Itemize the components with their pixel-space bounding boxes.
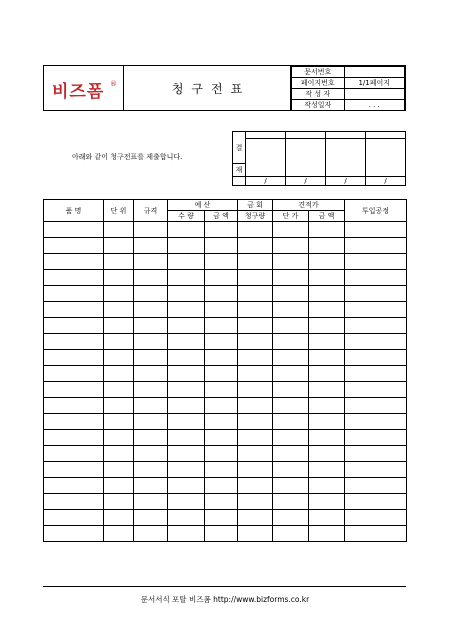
table-cell[interactable] — [238, 254, 273, 270]
table-cell[interactable] — [205, 478, 238, 494]
table-cell[interactable] — [273, 494, 309, 510]
table-cell[interactable] — [168, 446, 205, 462]
table-row — [44, 398, 407, 414]
approval-title-cell[interactable] — [326, 132, 366, 139]
approval-date-cell[interactable]: / — [246, 177, 286, 186]
table-cell[interactable] — [205, 334, 238, 350]
table-cell[interactable] — [273, 382, 309, 398]
table-cell[interactable] — [168, 414, 205, 430]
footer-divider — [43, 586, 406, 587]
table-cell[interactable] — [238, 270, 273, 286]
table-cell[interactable] — [205, 494, 238, 510]
table-cell[interactable] — [44, 398, 104, 414]
table-cell[interactable] — [104, 222, 134, 238]
table-cell[interactable] — [238, 350, 273, 366]
table-cell[interactable] — [309, 446, 345, 462]
table-cell[interactable] — [44, 270, 104, 286]
table-cell[interactable] — [44, 238, 104, 254]
table-cell[interactable] — [168, 238, 205, 254]
table-cell[interactable] — [238, 398, 273, 414]
table-cell[interactable] — [273, 446, 309, 462]
table-cell[interactable] — [345, 446, 407, 462]
table-cell[interactable] — [205, 398, 238, 414]
table-cell[interactable] — [309, 366, 345, 382]
table-cell[interactable] — [309, 526, 345, 542]
table-cell[interactable] — [273, 510, 309, 526]
form-header — [43, 65, 406, 111]
table-cell[interactable] — [104, 494, 134, 510]
table-row — [44, 366, 407, 382]
table-cell[interactable] — [273, 286, 309, 302]
table-cell[interactable] — [309, 430, 345, 446]
table-cell[interactable] — [309, 334, 345, 350]
table-cell[interactable] — [104, 414, 134, 430]
table-cell[interactable] — [273, 270, 309, 286]
table-cell[interactable] — [273, 238, 309, 254]
approval-date-cell[interactable]: / — [286, 177, 326, 186]
table-cell[interactable] — [168, 366, 205, 382]
table-cell[interactable] — [205, 270, 238, 286]
table-cell[interactable] — [238, 462, 273, 478]
approval-date-cell[interactable]: / — [366, 177, 406, 186]
table-cell[interactable] — [345, 494, 407, 510]
table-cell[interactable] — [104, 478, 134, 494]
approval-label-top: 결 — [233, 132, 246, 164]
table-cell[interactable] — [104, 334, 134, 350]
table-cell[interactable] — [273, 318, 309, 334]
table-cell[interactable] — [134, 510, 168, 526]
table-cell[interactable] — [238, 526, 273, 542]
table-cell[interactable] — [44, 446, 104, 462]
table-cell[interactable] — [134, 254, 168, 270]
table-cell[interactable] — [238, 478, 273, 494]
header-estimate: 견적가 — [273, 200, 345, 211]
table-cell[interactable] — [309, 270, 345, 286]
table-cell[interactable] — [104, 286, 134, 302]
table-cell[interactable] — [345, 318, 407, 334]
table-cell[interactable] — [309, 254, 345, 270]
table-cell[interactable] — [273, 334, 309, 350]
table-cell[interactable] — [345, 526, 407, 542]
table-cell[interactable] — [44, 510, 104, 526]
info-label-doc-number: 문서번호 — [292, 67, 345, 78]
table-cell[interactable] — [345, 510, 407, 526]
table-cell[interactable] — [168, 302, 205, 318]
table-cell[interactable] — [345, 478, 407, 494]
table-row — [44, 382, 407, 398]
table-cell[interactable] — [238, 446, 273, 462]
approval-label-bottom: 재 — [233, 164, 246, 177]
header-spec: 규격 — [134, 200, 168, 222]
table-cell[interactable] — [345, 462, 407, 478]
info-value-date[interactable]: . . . — [344, 100, 404, 111]
table-cell[interactable] — [104, 350, 134, 366]
table-cell[interactable] — [168, 430, 205, 446]
table-cell[interactable] — [205, 366, 238, 382]
header-request: 금 회 — [238, 200, 273, 211]
table-cell[interactable] — [104, 382, 134, 398]
table-cell[interactable] — [168, 478, 205, 494]
table-cell[interactable] — [309, 382, 345, 398]
table-cell[interactable] — [345, 350, 407, 366]
info-value-author[interactable] — [344, 89, 404, 100]
table-cell[interactable] — [273, 462, 309, 478]
table-cell[interactable] — [44, 302, 104, 318]
registered-mark: ® — [110, 80, 117, 88]
table-cell[interactable] — [205, 350, 238, 366]
table-cell[interactable] — [238, 382, 273, 398]
table-cell[interactable] — [168, 382, 205, 398]
table-cell[interactable] — [134, 446, 168, 462]
logo-area — [44, 66, 124, 110]
info-value-page-number[interactable]: 1/1페이지 — [344, 78, 404, 89]
approval-title-cell[interactable] — [246, 132, 286, 139]
table-cell[interactable] — [44, 286, 104, 302]
table-cell[interactable] — [238, 414, 273, 430]
table-cell[interactable] — [345, 382, 407, 398]
table-cell[interactable] — [238, 430, 273, 446]
table-cell[interactable] — [134, 462, 168, 478]
table-cell[interactable] — [309, 398, 345, 414]
table-cell[interactable] — [345, 398, 407, 414]
table-cell[interactable] — [309, 302, 345, 318]
table-row — [44, 526, 407, 542]
table-cell[interactable] — [205, 302, 238, 318]
table-cell[interactable] — [104, 270, 134, 286]
table-cell[interactable] — [205, 254, 238, 270]
table-cell[interactable] — [205, 526, 238, 542]
table-cell[interactable] — [273, 414, 309, 430]
table-cell[interactable] — [134, 270, 168, 286]
table-cell[interactable] — [44, 366, 104, 382]
header-estimate-amount: 금 액 — [309, 211, 345, 222]
table-row — [44, 254, 407, 270]
table-cell[interactable] — [134, 382, 168, 398]
table-cell[interactable] — [44, 334, 104, 350]
table-cell[interactable] — [168, 510, 205, 526]
table-cell[interactable] — [345, 366, 407, 382]
table-cell[interactable] — [309, 350, 345, 366]
table-cell[interactable] — [238, 510, 273, 526]
table-cell[interactable] — [44, 462, 104, 478]
table-cell[interactable] — [44, 526, 104, 542]
table-cell[interactable] — [309, 286, 345, 302]
table-cell[interactable] — [134, 350, 168, 366]
document-title: 청구전표 — [124, 66, 291, 110]
table-cell[interactable] — [134, 430, 168, 446]
table-cell[interactable] — [273, 478, 309, 494]
header-process: 투입공정 — [345, 200, 407, 222]
table-cell[interactable] — [205, 414, 238, 430]
table-cell[interactable] — [134, 398, 168, 414]
table-cell[interactable] — [309, 494, 345, 510]
table-cell[interactable] — [238, 318, 273, 334]
approval-spacer — [233, 177, 246, 186]
table-cell[interactable] — [104, 446, 134, 462]
info-label-author: 작 성 자 — [292, 89, 345, 100]
table-cell[interactable] — [345, 254, 407, 270]
table-cell[interactable] — [309, 222, 345, 238]
table-cell[interactable] — [134, 526, 168, 542]
table-cell[interactable] — [205, 430, 238, 446]
table-cell[interactable] — [205, 318, 238, 334]
table-cell[interactable] — [168, 398, 205, 414]
footer-text: 문서서식 포탈 비즈폼 http://www.bizforms.co.kr — [140, 595, 310, 604]
table-cell[interactable] — [44, 382, 104, 398]
approval-sign-cell[interactable] — [366, 139, 406, 177]
table-cell[interactable] — [205, 510, 238, 526]
table-row — [44, 494, 407, 510]
table-cell[interactable] — [104, 238, 134, 254]
table-row — [44, 446, 407, 462]
table-cell[interactable] — [205, 462, 238, 478]
table-cell[interactable] — [168, 334, 205, 350]
approval-date-cell[interactable]: / — [326, 177, 366, 186]
table-cell[interactable] — [238, 366, 273, 382]
table-cell[interactable] — [238, 222, 273, 238]
table-cell[interactable] — [238, 238, 273, 254]
table-cell[interactable] — [309, 478, 345, 494]
approval-sign-cell[interactable] — [326, 139, 366, 177]
header-unit: 단 위 — [104, 200, 134, 222]
table-cell[interactable] — [134, 302, 168, 318]
table-cell[interactable] — [134, 478, 168, 494]
table-cell[interactable] — [168, 222, 205, 238]
table-cell[interactable] — [205, 382, 238, 398]
table-cell[interactable] — [168, 526, 205, 542]
table-cell[interactable] — [345, 286, 407, 302]
table-cell[interactable] — [345, 238, 407, 254]
table-cell[interactable] — [205, 222, 238, 238]
table-cell[interactable] — [273, 350, 309, 366]
table-cell[interactable] — [238, 334, 273, 350]
table-cell[interactable] — [134, 222, 168, 238]
table-cell[interactable] — [134, 238, 168, 254]
table-cell[interactable] — [345, 302, 407, 318]
table-cell[interactable] — [168, 270, 205, 286]
approval-sign-cell[interactable] — [286, 139, 326, 177]
info-label-page-number: 페이지번호 — [292, 78, 345, 89]
table-cell[interactable] — [273, 302, 309, 318]
table-cell[interactable] — [238, 302, 273, 318]
table-cell[interactable] — [273, 254, 309, 270]
table-cell[interactable] — [168, 254, 205, 270]
table-cell[interactable] — [104, 254, 134, 270]
table-cell[interactable] — [104, 318, 134, 334]
table-row — [44, 238, 407, 254]
table-cell[interactable] — [273, 398, 309, 414]
table-cell[interactable] — [168, 318, 205, 334]
table-cell[interactable] — [345, 430, 407, 446]
info-value-doc-number[interactable] — [344, 67, 404, 78]
table-row — [44, 222, 407, 238]
table-cell[interactable] — [345, 414, 407, 430]
table-row — [44, 270, 407, 286]
table-cell[interactable] — [44, 350, 104, 366]
table-cell[interactable] — [134, 494, 168, 510]
approval-box — [232, 131, 406, 186]
table-cell[interactable] — [309, 238, 345, 254]
table-row — [44, 318, 407, 334]
table-cell[interactable] — [273, 366, 309, 382]
table-cell[interactable] — [104, 366, 134, 382]
table-cell[interactable] — [273, 526, 309, 542]
table-cell[interactable] — [273, 222, 309, 238]
table-cell[interactable] — [44, 254, 104, 270]
table-cell[interactable] — [273, 430, 309, 446]
submit-statement: 아래와 같이 청구전표를 제출합니다. — [72, 153, 183, 161]
table-row — [44, 302, 407, 318]
table-cell[interactable] — [134, 286, 168, 302]
table-cell[interactable] — [238, 286, 273, 302]
header-budget-amount: 금 액 — [205, 211, 238, 222]
info-label-date: 작성일자 — [292, 100, 345, 111]
bizforms-logo: 비즈폼 — [52, 82, 105, 102]
table-cell[interactable] — [44, 222, 104, 238]
table-cell[interactable] — [104, 510, 134, 526]
approval-title-cell[interactable] — [366, 132, 406, 139]
table-cell[interactable] — [134, 318, 168, 334]
header-budget: 예 산 — [168, 200, 238, 211]
table-cell[interactable] — [44, 478, 104, 494]
table-cell[interactable] — [134, 334, 168, 350]
table-cell[interactable] — [205, 446, 238, 462]
table-cell[interactable] — [134, 366, 168, 382]
table-cell[interactable] — [104, 430, 134, 446]
table-cell[interactable] — [309, 510, 345, 526]
header-request-qty: 청구량 — [238, 211, 273, 222]
document-info-table — [291, 66, 405, 111]
table-cell[interactable] — [309, 462, 345, 478]
request-items-table — [43, 199, 407, 542]
table-cell[interactable] — [345, 270, 407, 286]
table-cell[interactable] — [104, 526, 134, 542]
table-cell[interactable] — [309, 414, 345, 430]
approval-sign-cell[interactable] — [246, 139, 286, 177]
table-cell[interactable] — [205, 286, 238, 302]
table-cell[interactable] — [168, 286, 205, 302]
header-budget-qty: 수 량 — [168, 211, 205, 222]
header-estimate-unit: 단 가 — [273, 211, 309, 222]
table-cell[interactable] — [238, 494, 273, 510]
header-item-name: 품 명 — [44, 200, 104, 222]
table-cell[interactable] — [309, 318, 345, 334]
table-cell[interactable] — [345, 222, 407, 238]
table-cell[interactable] — [345, 334, 407, 350]
table-cell[interactable] — [104, 462, 134, 478]
table-cell[interactable] — [44, 430, 104, 446]
table-row — [44, 286, 407, 302]
table-row — [44, 430, 407, 446]
approval-title-cell[interactable] — [286, 132, 326, 139]
table-row — [44, 478, 407, 494]
table-row — [44, 350, 407, 366]
table-cell[interactable] — [168, 494, 205, 510]
table-cell[interactable] — [205, 238, 238, 254]
table-cell[interactable] — [168, 462, 205, 478]
table-row — [44, 414, 407, 430]
table-cell[interactable] — [44, 494, 104, 510]
table-cell[interactable] — [44, 318, 104, 334]
table-row — [44, 334, 407, 350]
table-cell[interactable] — [104, 398, 134, 414]
table-cell[interactable] — [134, 414, 168, 430]
table-row — [44, 510, 407, 526]
table-cell[interactable] — [168, 350, 205, 366]
table-row — [44, 462, 407, 478]
table-cell[interactable] — [104, 302, 134, 318]
table-cell[interactable] — [44, 414, 104, 430]
